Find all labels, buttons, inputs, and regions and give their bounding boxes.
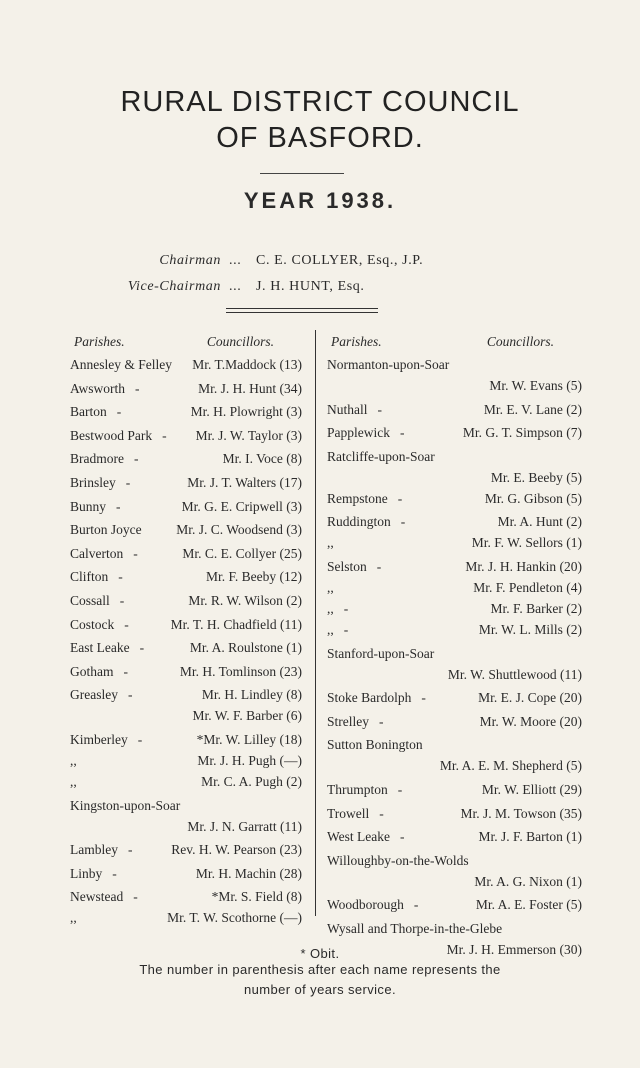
- parish-entry: [70, 907, 302, 928]
- year-heading: YEAR 1938.: [243, 188, 397, 213]
- parish-entry: [70, 590, 302, 611]
- parish-entry: [327, 850, 582, 892]
- parish-entry: [327, 399, 582, 420]
- separator-dash: -: [116, 404, 122, 420]
- entry-line: [327, 354, 582, 375]
- councillor-name: Mr. J. H. Hankin (20): [465, 558, 582, 574]
- parish-name: Kingston-upon-Soar: [70, 797, 181, 813]
- councillor-name: Mr. F. Beeby (12): [205, 569, 302, 585]
- footnote-line-2: number of years service.: [244, 982, 396, 997]
- separator-dash: -: [133, 451, 139, 467]
- parish-entry: [327, 422, 582, 443]
- vice-chairman-name: J. H. HUNT, Esq.: [256, 279, 365, 294]
- parish-entry: [70, 566, 302, 587]
- councillor-name: Mr. H. Lindley (8): [201, 687, 302, 703]
- parish-name: Brinsley: [70, 474, 116, 490]
- councillor-name: Mr. A. Roulstone (1): [189, 640, 302, 656]
- councillor-name: Mr. F. Barker (2): [490, 600, 582, 616]
- separator-dash: -: [139, 640, 145, 656]
- parish-name: Burton Joyce: [70, 522, 142, 538]
- councillor-name: Rev. H. W. Pearson (23): [171, 842, 302, 858]
- entry-line: [70, 590, 302, 611]
- separator-dash: -: [118, 569, 123, 585]
- parish-entry: [70, 863, 302, 884]
- parish-entry: [70, 729, 302, 750]
- councillor-name: Mr. W. Moore (20): [479, 713, 582, 729]
- entry-line: [70, 771, 302, 792]
- parish-entry: [327, 577, 582, 598]
- councillors-header: Councillors.: [486, 334, 554, 349]
- vice-chairman-dots: ...: [229, 279, 242, 294]
- councillor-name: *Mr. S. Field (8): [211, 889, 302, 905]
- parish-name: Clifton: [70, 569, 109, 585]
- parish-entry: [70, 354, 302, 375]
- councillor-name: Mr. W. F. Barber (6): [192, 708, 302, 724]
- parish-name: Greasley: [70, 687, 118, 703]
- councillor-name: Mr. E. V. Lane (2): [483, 401, 582, 417]
- entry-line: [70, 886, 302, 907]
- entry-line: [70, 705, 302, 726]
- separator-dash: -: [343, 621, 349, 637]
- entry-line: [327, 488, 582, 509]
- separator-dash: -: [133, 545, 138, 561]
- parish-name: ,,: [327, 535, 334, 551]
- parish-entry: [327, 711, 582, 732]
- councillor-name: *Mr. W. Lilley (18): [196, 731, 302, 747]
- double-rule: [226, 308, 378, 313]
- councillor-name: Mr. H. Plowright (3): [190, 404, 302, 420]
- parish-name: Strelley: [327, 713, 369, 729]
- parish-entry: [70, 684, 302, 705]
- left-column: [70, 334, 302, 931]
- parish-name: Selston: [327, 558, 367, 574]
- entry-line: [327, 577, 582, 598]
- separator-dash: -: [112, 865, 117, 881]
- councillor-name: Mr. J. N. Garratt (11): [187, 818, 302, 834]
- entry-line: [327, 619, 582, 640]
- parish-name: ,,: [327, 579, 334, 595]
- parish-name: ,,: [70, 752, 77, 768]
- left-parish-list: [70, 354, 302, 928]
- parish-entry: [327, 488, 582, 509]
- parish-name: Annesley & Felley: [70, 357, 172, 372]
- councillor-name: Mr. F. Pendleton (4): [473, 579, 582, 595]
- title-rule: [260, 173, 344, 174]
- entry-line: [327, 894, 582, 915]
- parish-name: Woodborough: [327, 897, 404, 913]
- entry-line: [70, 401, 302, 422]
- separator-dash: -: [397, 781, 403, 797]
- title-line-2: OF BASFORD.: [216, 122, 424, 154]
- entry-line: [70, 425, 302, 446]
- entry-line: [70, 729, 302, 750]
- councillor-name: Mr. G. T. Simpson (7): [462, 425, 582, 441]
- separator-dash: -: [377, 401, 382, 417]
- entry-line: [327, 511, 582, 532]
- parish-name: ,,: [327, 600, 334, 616]
- parish-name: Bradmore: [70, 451, 124, 467]
- councillor-name: Mr. H. Machin (28): [195, 865, 302, 881]
- obit-note: * Obit.: [300, 946, 340, 961]
- parish-name: East Leake: [70, 640, 130, 656]
- entry-line: [70, 519, 302, 540]
- councillor-name: Mr. J. H. Hunt (34): [198, 380, 302, 396]
- separator-dash: -: [133, 889, 138, 905]
- parish-name: ,,: [70, 773, 77, 789]
- right-column: [327, 334, 582, 963]
- parish-name: Sutton Bonington: [327, 737, 423, 753]
- councillor-name: Mr. J. H. Emmerson (30): [446, 941, 582, 957]
- parish-entry: [327, 894, 582, 915]
- parish-entry: [70, 614, 302, 635]
- parish-entry: [70, 661, 302, 682]
- entry-line: [70, 448, 302, 469]
- parish-entry: [327, 446, 582, 488]
- parish-entry: [327, 532, 582, 553]
- separator-dash: -: [123, 663, 128, 679]
- entry-line: [327, 779, 582, 800]
- entry-line: [327, 556, 582, 577]
- entry-line: [70, 543, 302, 564]
- parish-entry: [327, 556, 582, 577]
- councillor-name: Mr. C. A. Pugh (2): [201, 773, 302, 789]
- parish-entry: [70, 750, 302, 771]
- parish-entry: [327, 687, 582, 708]
- separator-dash: -: [343, 600, 349, 616]
- entry-line: [327, 532, 582, 553]
- parish-entry: [70, 771, 302, 792]
- councillor-name: Mr. R. W. Wilson (2): [188, 592, 302, 608]
- parish-entry: [70, 496, 302, 517]
- entry-line: [70, 614, 302, 635]
- separator-dash: -: [119, 592, 125, 608]
- parish-name: West Leake: [327, 829, 391, 845]
- entry-line: [70, 750, 302, 771]
- entry-line: [70, 907, 302, 928]
- separator-dash: -: [125, 474, 131, 490]
- parish-entry: [70, 637, 302, 658]
- parish-entry: [70, 401, 302, 422]
- parish-entry: [70, 448, 302, 469]
- parish-name: Cossall: [70, 592, 110, 608]
- entry-line: [327, 643, 582, 664]
- parish-name: Lambley: [70, 842, 118, 858]
- separator-dash: -: [127, 687, 133, 703]
- councillor-name: Mr. J. W. Taylor (3): [195, 427, 302, 443]
- parish-name: Linby: [70, 865, 103, 881]
- parish-entry: [70, 705, 302, 726]
- councillor-name: Mr. J. M. Towson (35): [460, 805, 582, 821]
- councillor-name: Mr. A. E. Foster (5): [475, 897, 582, 913]
- councillor-name: Mr. G. Gibson (5): [484, 490, 582, 506]
- parish-entry: [70, 886, 302, 907]
- separator-dash: -: [400, 425, 405, 441]
- entry-line: [70, 684, 302, 705]
- councillor-name: Mr. W. L. Mills (2): [478, 621, 582, 637]
- separator-dash: -: [400, 514, 406, 530]
- parishes-header: Parishes.: [331, 334, 382, 349]
- councillor-name: Mr. A. G. Nixon (1): [474, 873, 582, 889]
- entry-line: [70, 472, 302, 493]
- vice-chairman-role: Vice-Chairman: [127, 279, 221, 294]
- councillor-name: Mr. J. F. Barton (1): [478, 829, 582, 845]
- parish-name: Willoughby-on-the-Wolds: [327, 852, 469, 868]
- separator-dash: -: [162, 427, 167, 443]
- parish-name: Kimberley: [70, 731, 128, 747]
- councillor-name: Mr. T. H. Chadfield (11): [170, 616, 302, 632]
- parish-name: Rempstone: [327, 490, 388, 506]
- chairman-dots: ...: [229, 253, 242, 268]
- councillor-name: Mr. E. J. Cope (20): [478, 690, 582, 706]
- entry-line: [70, 496, 302, 517]
- councillor-name: Mr. W. Shuttlewood (11): [447, 666, 582, 682]
- entry-line: [70, 795, 302, 816]
- councillor-name: Mr. I. Voce (8): [222, 451, 302, 467]
- parish-entry: [327, 354, 582, 396]
- parish-name: Newstead: [70, 889, 124, 905]
- parish-entry: [70, 472, 302, 493]
- parish-name: Bunny: [70, 498, 107, 514]
- councillor-name: Mr. C. E. Collyer (25): [182, 545, 302, 561]
- parish-entry: [327, 619, 582, 640]
- entry-line: [327, 446, 582, 467]
- right-column-header: [327, 334, 582, 354]
- parish-name: Bestwood Park: [70, 427, 153, 443]
- parish-entry: [327, 734, 582, 776]
- councillor-name: Mr. T. W. Scothorne (—): [167, 910, 302, 926]
- councillor-name: Mr. J. C. Woodsend (3): [176, 522, 302, 538]
- parish-name: Wysall and Thorpe-in-the-Glebe: [327, 920, 503, 936]
- entry-line: [327, 734, 582, 755]
- separator-dash: -: [379, 805, 384, 821]
- parish-entry: [70, 378, 302, 399]
- parish-name: Papplewick: [327, 425, 390, 441]
- separator-dash: -: [127, 842, 133, 858]
- parish-name: ,,: [327, 621, 334, 637]
- entry-line: [327, 803, 582, 824]
- entry-line: [327, 711, 582, 732]
- parish-name: Barton: [70, 404, 107, 420]
- parish-name: Normanton-upon-Soar: [327, 357, 450, 372]
- entry-line: [70, 661, 302, 682]
- entry-line: [327, 850, 582, 871]
- parish-entry: [327, 803, 582, 824]
- parish-entry: [70, 839, 302, 860]
- separator-dash: -: [397, 490, 403, 506]
- left-column-header: [70, 334, 302, 354]
- separator-dash: -: [379, 713, 384, 729]
- parish-name: Stoke Bardolph: [327, 690, 412, 706]
- councillor-name: Mr. A. E. M. Shepherd (5): [439, 758, 582, 774]
- separator-dash: -: [421, 690, 426, 706]
- separator-dash: -: [137, 731, 143, 747]
- separator-dash: -: [400, 829, 405, 845]
- parish-name: Stanford-upon-Soar: [327, 645, 435, 661]
- parish-name: Nuthall: [327, 401, 368, 417]
- councillor-name: Mr. G. E. Cripwell (3): [181, 498, 302, 514]
- parish-entry: [327, 826, 582, 847]
- councillor-name: Mr. A. Hunt (2): [497, 514, 582, 530]
- councillors-header: Councillors.: [206, 334, 274, 349]
- parish-name: Awsworth: [70, 380, 126, 396]
- parish-entry: [327, 511, 582, 532]
- councillor-name: Mr. T.Maddock (13): [192, 357, 302, 372]
- parish-name: Thrumpton: [327, 781, 388, 797]
- parish-name: Ruddington: [327, 514, 391, 530]
- entry-line: [70, 839, 302, 860]
- councillor-name: Mr. W. Evans (5): [489, 378, 582, 393]
- councillor-name: Mr. F. W. Sellors (1): [471, 535, 582, 551]
- entry-line: [70, 566, 302, 587]
- separator-dash: -: [135, 380, 140, 396]
- entry-line: [327, 399, 582, 420]
- parish-entry: [70, 425, 302, 446]
- councillor-name: Mr. H. Tomlinson (23): [179, 663, 302, 679]
- chairman-name: C. E. COLLYER, Esq., J.P.: [256, 253, 424, 268]
- councillor-name: Mr. J. H. Pugh (—): [197, 752, 302, 768]
- parish-entry: [327, 598, 582, 619]
- parish-name: Ratcliffe-upon-Soar: [327, 448, 435, 464]
- separator-dash: -: [124, 616, 129, 632]
- footnote-line-1: The number in parenthesis after each name represents the: [139, 962, 501, 977]
- column-divider: [315, 330, 316, 916]
- separator-dash: -: [116, 498, 121, 514]
- parish-name: Trowell: [327, 805, 370, 821]
- entry-line: [70, 863, 302, 884]
- entry-line: [327, 826, 582, 847]
- entry-line: [327, 598, 582, 619]
- parish-entry: [327, 779, 582, 800]
- parish-name: Gotham: [70, 663, 114, 679]
- entry-line: [327, 422, 582, 443]
- entry-line: [327, 918, 582, 939]
- separator-dash: -: [376, 558, 382, 574]
- title-line-1: RURAL DISTRICT COUNCIL: [120, 86, 520, 118]
- parish-name: ,,: [70, 910, 77, 926]
- parish-entry: [70, 543, 302, 564]
- entry-line: [70, 378, 302, 399]
- chairman-role: Chairman: [159, 253, 221, 268]
- right-parish-list: [327, 354, 582, 960]
- parishes-header: Parishes.: [74, 334, 125, 349]
- separator-dash: -: [413, 897, 419, 913]
- councillor-name: Mr. W. Elliott (29): [481, 781, 582, 797]
- parish-name: Calverton: [70, 545, 124, 561]
- parish-entry: [327, 643, 582, 685]
- councillor-name: Mr. E. Beeby (5): [490, 469, 582, 485]
- parish-entry: [70, 795, 302, 837]
- parish-name: Costock: [70, 616, 115, 632]
- entry-line: [70, 637, 302, 658]
- parish-entry: [70, 519, 302, 540]
- entry-line: [327, 687, 582, 708]
- councillor-name: Mr. J. T. Walters (17): [187, 474, 302, 490]
- entry-line: [70, 354, 302, 375]
